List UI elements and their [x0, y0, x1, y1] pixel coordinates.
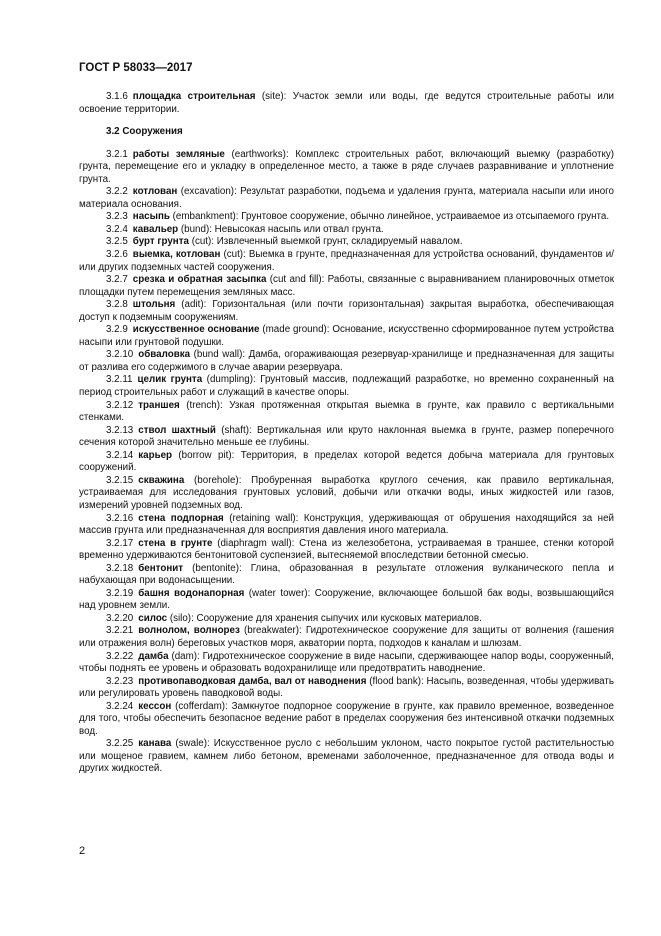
clause-number: 3.2.16 [106, 512, 134, 524]
definition-text: (dumpling): Грунтовый массив, подлежащий разработке, но временно сохраненный на период строительных работ и служащий в качестве опоры. [79, 374, 615, 399]
definition-entry [79, 186, 614, 211]
definitions-list [79, 149, 614, 776]
definition-text: (dam): Гидротехническое сооружение в виде насыпи, сдерживающее напор воды, сооруженный, чтобы поднять ее уровень и образовать водохранилище или предотвратить наводнение. [79, 650, 614, 675]
definition-text: (bund): Невысокая насыпь или отвал грунта. [178, 223, 384, 235]
definition-text: (trench): Узкая протяженная открытая выемка в грунте, как правило с вертикальными стенками. [79, 399, 614, 424]
definition-entry [79, 425, 614, 450]
term: котлован [132, 186, 178, 198]
definition-entry [79, 249, 614, 274]
definition-entry [79, 400, 614, 425]
term: штольня [132, 299, 176, 311]
clause-number: 3.2.21 [106, 625, 134, 637]
definition-text: (flood bank): Насыпь, возведенная, чтобы удерживать или регулировать уровень паводковой воды. [79, 675, 614, 700]
definition-text: (retaining wall): Конструкция, удерживающая от обрушения находящийся за ней массив грунта или предназначенная для восприятия давления иного материала. [79, 512, 614, 537]
definition-entry [79, 651, 614, 676]
definition-text: (borehole): Пробуренная выработка круглого сечения, как правило вертикальная, устраиваемая для исследования грунтовых условий, добычи или откачки воды, иных жидкостей или газов, измерений уровней подземных вод. [79, 474, 614, 511]
definition-3-1-6 [79, 91, 614, 116]
clause-number: 3.2.9 [106, 324, 128, 336]
definition-text: (diaphragm wall): Стена из железобетона, устраиваемая в траншее, стенки которой временно удерживаются бентонитовой суспензией, вытесняемой впоследствии бетонной смесью. [79, 537, 614, 562]
definition-text: (cut and fill): Работы, связанные с выравниванием планировочных отметок площадки путем перемещения земляных масс. [79, 274, 614, 298]
definition-entry [79, 676, 614, 701]
definition-entry [79, 450, 614, 475]
definition-text: (bund wall): Дамба, огораживающая резервуар-хранилище и предназначенная для защиты от разлива его содержимого в случае аварии резервуара. [79, 349, 614, 373]
term: стена в грунте [138, 537, 213, 549]
term: противопаводковая дамба, вал от наводнения [138, 675, 367, 687]
term: бурт грунта [132, 236, 189, 248]
term: дамба [138, 650, 169, 662]
definition-entry [79, 349, 614, 374]
term: срезка и обратная засыпка [132, 274, 267, 286]
definition-text: (silo): Сооружение для хранения сыпучих или кусковых материалов. [167, 612, 482, 624]
definition-entry [79, 324, 614, 349]
definition-text: (bentonite): Глина, образованная в результате отложения вулканического пепла и набухающая при водонасыщении. [79, 562, 614, 587]
definition-text: (site): Участок земли или воды, где ведутся строительные работы или освоение территории. [79, 91, 615, 115]
definition-entry [79, 538, 614, 563]
definition-entry [79, 274, 614, 299]
clause-number: 3.2.11 [106, 374, 133, 386]
definition-text: (breakwater): Гидротехническое сооружение для защиты от волнения (гашения или отражения волн) береговых участков моря, акватории порта, подходов к каналам и шлюзам. [79, 625, 615, 649]
definition-entry [79, 701, 614, 739]
definition-entry [79, 738, 614, 776]
clause-number: 3.2.23 [106, 675, 134, 687]
clause-number: 3.2.18 [106, 562, 134, 574]
definition-text: (cofferdam): Замкнутое подпорное сооружение в грунте, как правило временное, возведенное для того, чтобы обеспечить безопасное ведение работ в пределах сооружения без интенсивной откачки подземных вод. [79, 700, 614, 737]
definition-entry [79, 236, 614, 249]
definition-entry [79, 613, 614, 626]
clause-number: 3.2.6 [106, 249, 128, 261]
clause-number: 3.2.14 [106, 449, 134, 461]
definition-text: (shaft): Вертикальная или круто наклонная выемка в грунте, размер поперечного сечения которой значительно меньше ее глубины. [79, 424, 614, 449]
clause-number: 3.2.1 [106, 148, 128, 160]
clause-number: 3.2.24 [106, 700, 134, 712]
term: площадка строительная [132, 91, 256, 102]
definition-text: (adit): Горизонтальная (или почти горизонтальная) закрытая выработка, обеспечивающая доступ к подземным сооружениям. [79, 299, 614, 323]
clause-number: 3.2.8 [106, 299, 128, 311]
definition-text: (borrow pit): Территория, в пределах которой ведется добыча материала для грунтовых сооружений. [79, 449, 614, 474]
clause-number: 3.2.10 [106, 349, 134, 361]
definition-entry [79, 374, 614, 399]
term: кавальер [132, 223, 179, 235]
section-heading: 3.2 Сооружения [106, 126, 183, 138]
clause-number: 3.2.13 [106, 424, 134, 436]
definition-text: (embankment): Грунтовое сооружение, обычно линейное, устраиваемое из отсыпаемого грунта. [169, 211, 610, 223]
clause-number: 3.2.15 [106, 474, 134, 486]
term: силос [138, 612, 168, 624]
definition-entry [79, 149, 614, 187]
definition-text: (cut): Выемка в грунте, предназначенная для устройства оснований, фундаментов и/или других подземных частей сооружения. [79, 249, 614, 273]
clause-number: 3.2.5 [106, 236, 128, 248]
document-body [79, 91, 614, 776]
page-header: ГОСТ Р 58033—2017 [79, 62, 193, 74]
term: кессон [138, 700, 172, 712]
definition-text: (cut): Извлеченный выемкой грунт, складируемый навалом. [188, 236, 463, 248]
term: карьер [138, 449, 173, 461]
term: ствол шахтный [138, 424, 216, 436]
definition-entry [79, 625, 614, 650]
definition-entry [79, 299, 614, 324]
page-number: 2 [79, 845, 86, 857]
term: бентонит [138, 562, 184, 574]
clause-number: 3.2.25 [106, 738, 134, 750]
definition-text: (excavation): Результат разработки, подъема и удаления грунта, материала насыпи или иного материала основания. [79, 186, 614, 210]
term: целик грунта [137, 374, 203, 386]
term: канава [138, 738, 172, 750]
term: скважина [138, 474, 185, 486]
term: башня водонапорная [138, 587, 245, 599]
definition-entry [79, 588, 614, 613]
clause-number: 3.2.7 [106, 274, 128, 286]
term: работы земляные [132, 148, 225, 160]
clause-number: 3.2.12 [106, 399, 134, 411]
definition-text: (water tower): Сооружение, включающее большой бак воды, возвышающийся над уровнем земли. [79, 587, 614, 612]
clause-number: 3.2.17 [106, 537, 134, 549]
term: траншея [138, 399, 180, 411]
term: стена подпорная [138, 512, 224, 524]
clause-number: 3.2.4 [106, 223, 128, 235]
clause-number: 3.2.3 [106, 211, 128, 223]
term: волнолом, волнорез [138, 625, 240, 637]
term: насыпь [132, 211, 170, 223]
definition-text: (swale): Искусственное русло с небольшим уклоном, часто покрытое густой растительностью или мощеное гравием, камнем либо бетоном, временами заболоченное, предназначенное для отвода воды и других жидкостей. [79, 738, 614, 775]
term: выемка, котлован [132, 249, 221, 261]
definition-text: (made ground): Основание, искусственно сформированное путем устройства насыпи или грунтовой подушки. [79, 324, 614, 348]
definition-entry [79, 475, 614, 513]
clause-number: 3.2.22 [106, 650, 134, 662]
clause-number: 3.2.2 [106, 186, 128, 198]
definition-entry [79, 513, 614, 538]
definition-entry [79, 224, 614, 237]
clause-number: 3.2.20 [106, 612, 134, 624]
definition-text: (earthworks): Комплекс строительных работ, включающий выемку (разработку) грунта, перемещение его и укладку в определенное место, а также в ряде случаев разравнивание и уплотнение грунта. [79, 148, 614, 185]
clause-number: 3.1.6 [106, 91, 128, 102]
term: обваловка [138, 349, 191, 361]
clause-number: 3.2.19 [106, 587, 134, 599]
definition-entry [79, 211, 614, 224]
term: искусственное основание [132, 324, 260, 336]
definition-entry [79, 563, 614, 588]
